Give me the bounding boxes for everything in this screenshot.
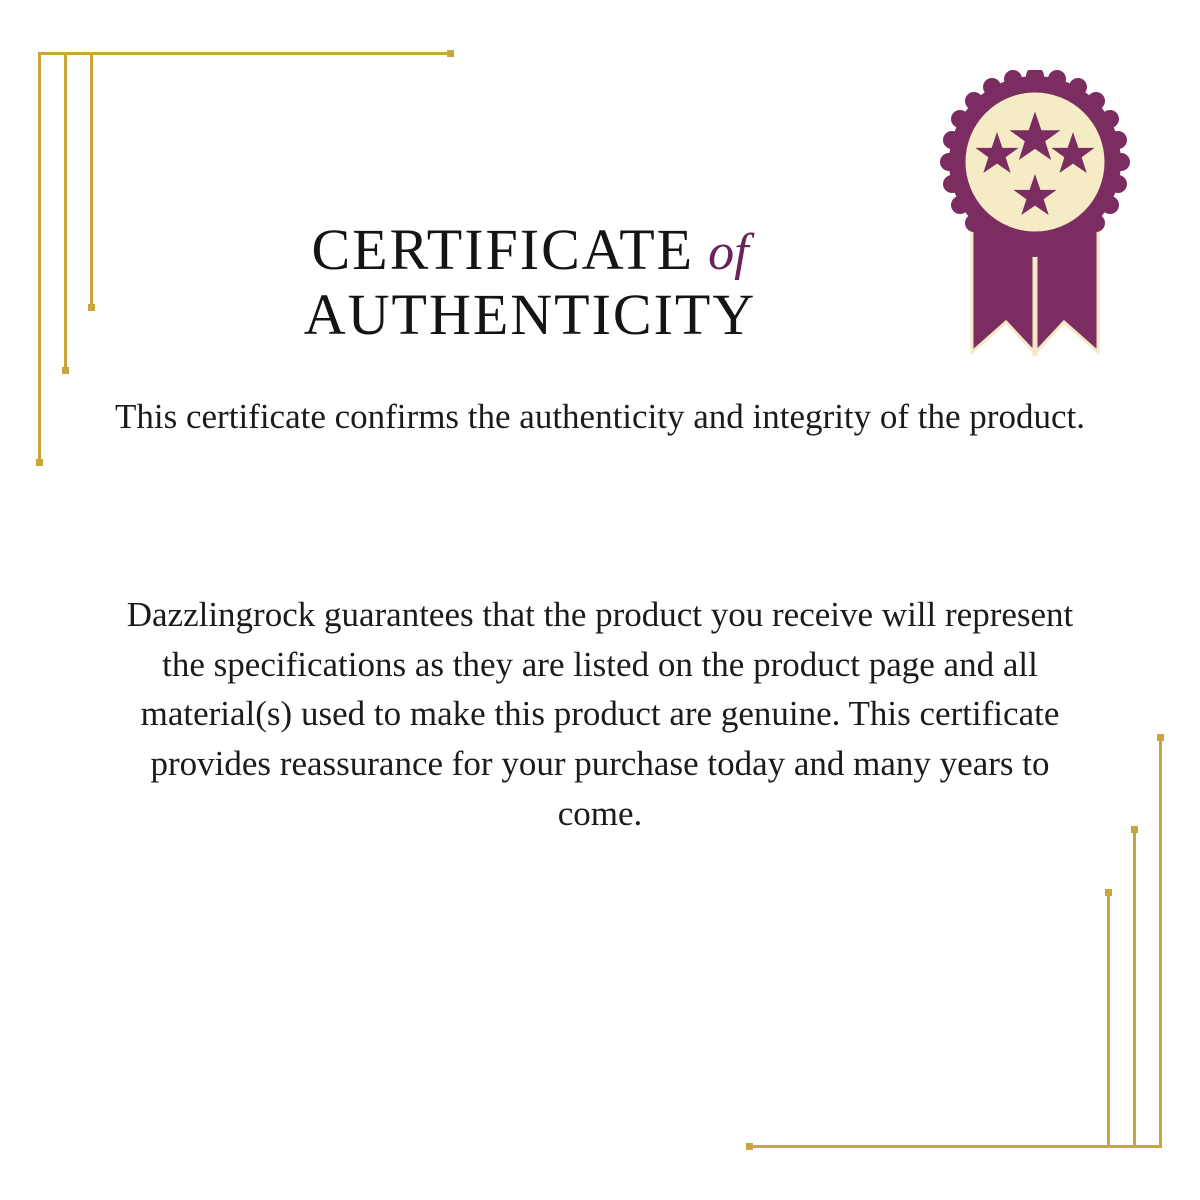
ornament-dot (447, 50, 454, 57)
award-ribbon-rosette-icon (930, 70, 1140, 370)
ornament-horizontal-line (750, 1145, 1162, 1148)
title-line-certificate (150, 218, 910, 283)
ornament-dot (1157, 734, 1164, 741)
guarantee-paragraph: Dazzlingrock guarantees that the product you receive will represent the specifications as they are listed on the product page and all material(s) used to make this product are genuine. This certificate provides reassurance for your purchase today and many years to come. (126, 595, 1074, 833)
ornament-vertical-line-inner (1107, 893, 1110, 1148)
title-word-of: of (708, 224, 749, 281)
ornament-dot (1131, 826, 1138, 833)
title-line-authenticity: AUTHENTICITY (303, 281, 757, 347)
ornament-vertical-line-middle (1133, 830, 1136, 1148)
ornament-dot (88, 304, 95, 311)
title-word-certificate: CERTIFICATE (311, 217, 695, 282)
ornament-horizontal-line (38, 52, 450, 55)
ornament-dot (746, 1143, 753, 1150)
ornament-dot (62, 367, 69, 374)
ornament-dot (36, 459, 43, 466)
page-title (150, 218, 910, 348)
ornament-vertical-line-inner (90, 52, 93, 307)
ornament-vertical-line-outer (38, 52, 41, 462)
ornament-vertical-line-outer (1159, 738, 1162, 1148)
ornament-vertical-line-middle (64, 52, 67, 370)
intro-paragraph: This certificate confirms the authenticity and integrity of the product. (115, 397, 1085, 436)
ornament-dot (1105, 889, 1112, 896)
